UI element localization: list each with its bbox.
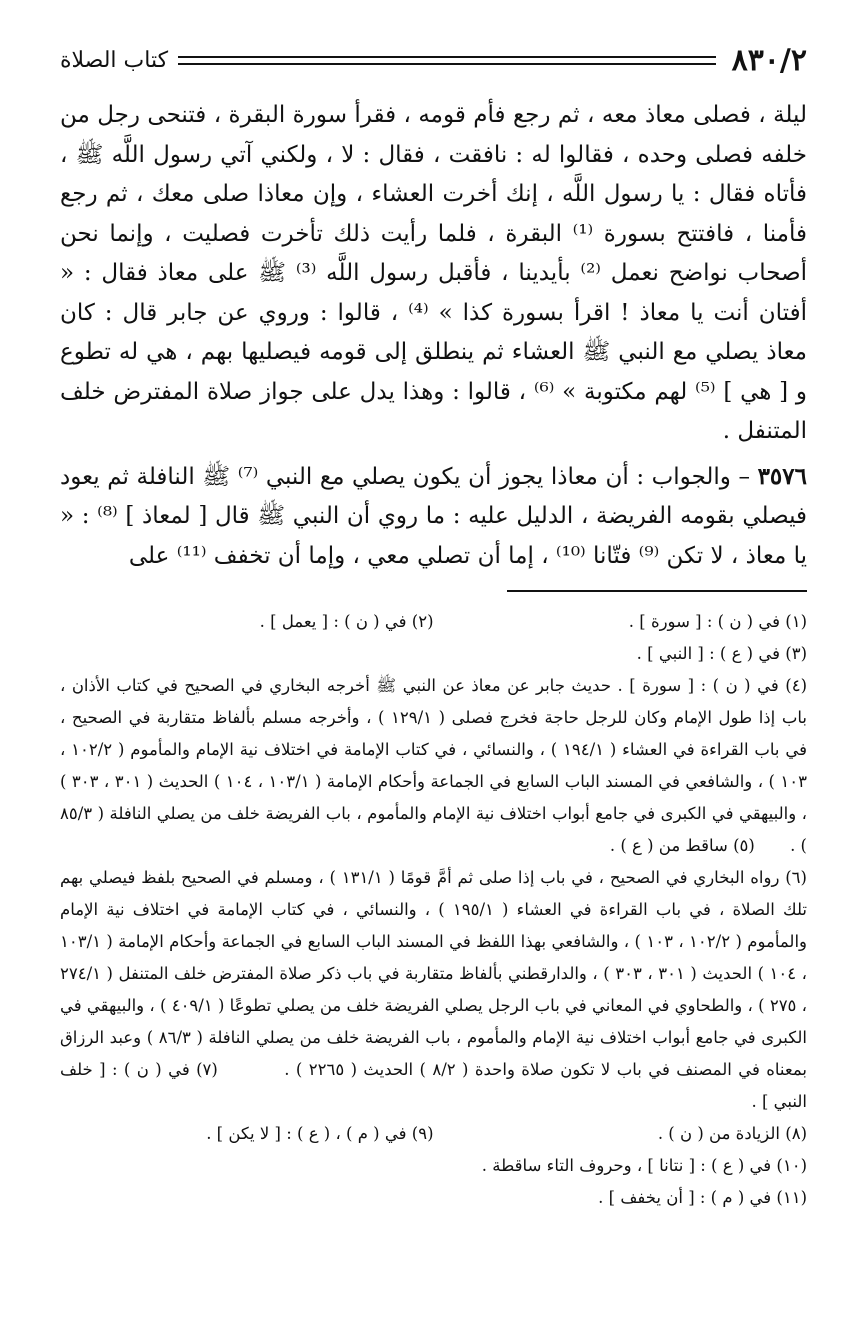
page-number: ٨٣٠/٢ [731,42,807,78]
footnote-8: (٨) الزيادة من ( ن ) . [657,1124,807,1143]
footnote-4-wrap [60,670,807,862]
footnote-separator [507,590,807,592]
footnote-1: (١) في ( ن ) : [ سورة ] . [628,612,807,631]
main-text [60,96,807,576]
footnotes [60,606,807,1214]
footnote-5: (٥) ساقط من ( ع ) . [609,836,755,855]
footnote-2: (٢) في ( ن ) : [ يعمل ] . [259,612,434,631]
main-paragraph-2 [60,457,807,577]
footnote-11: (١١) في ( م ) : [ أن يخفف ] . [598,1188,807,1207]
header-double-rule [178,56,716,65]
footnote-10: (١٠) في ( ع ) : [ نتانا ] ، وحروف التاء ساقطة . [481,1156,807,1175]
footnote-row [60,606,807,638]
page [60,40,807,1322]
page-header [60,40,807,80]
footnote-9: (٩) في ( م ) ، ( ع ) : [ لا يكن ] . [206,1124,434,1143]
footnote-6-wrap [60,862,807,1118]
main-paragraph-1: ليلة ، فصلى معاذ معه ، ثم رجع فأم قومه ، فقرأ سورة البقرة ، فتنحى رجل من خلفه فصلى وحده ، فقالوا له : نافقت ، فقال : لا ، ولكني آتي رسول اللَّه ﷺ ، فأتاه فقال : يا رسول اللَّه ، إنك أخرت العشاء ، وإن معاذا صلى معك ، ثم رجع فأمنا ، فافتتح بسورة ⁽¹⁾ البقرة ، فلما رأيت ذلك تأخرت فصليت ، وإنما نحن أصحاب نواضح نعمل ⁽²⁾ بأيدينا ، فأقبل رسول اللَّه ⁽³⁾ ﷺ على معاذ فقال : « أفتان أنت يا معاذ ! اقرأ بسورة كذا » ⁽⁴⁾ ، قالوا : وروي عن جابر قال : كان معاذ يصلي مع النبي ﷺ العشاء ثم ينطلق إلى قومه فيصليها بهم ، هي له تطوع و [ هي ] ⁽⁵⁾ لهم مكتوبة » ⁽⁶⁾ ، قالوا : وهذا يدل على جواز صلاة المفترض خلف المتنفل . [60,102,808,444]
main-paragraph-2-text: – والجواب : أن معاذا يجوز أن يكون يصلي مع النبي ⁽⁷⁾ ﷺ النافلة ثم يعود فيصلي بقومه الفريضة ، الدليل عليه : ما روي أن النبي ﷺ قال [ لمعاذ ] ⁽⁸⁾ : « يا معاذ ، لا تكن ⁽⁹⁾ فتّانا ⁽¹⁰⁾ ، إما أن تصلي معي ، وإما أن تخفف ⁽¹¹⁾ على [60,463,808,569]
footnote-3: (٣) في ( ع ) : [ النبي ] . [636,644,807,663]
footnote-7: (٧) في ( ن ) : [ خلف النبي ] . [60,1060,807,1111]
footnote-6: (٦) رواه البخاري في الصحيح ، في باب إذا صلى ثم أمَّ قومًا ( ١٣١/١ ) ، ومسلم في الصحيح بلفظ فيصلي بهم تلك الصلاة ، في باب القراءة في العشاء ( ١٩٥/١ ) ، والنسائي ، في كتاب الإمامة في اختلاف نية الإمام والمأموم ( ١٠٢/٢ ، ١٠٣ ) ، والشافعي بهذا اللفظ في المسند الباب السابع في الجماعة وأحكام الإمامة ( ١٠٣/١ ، ١٠٤ ) الحديث ( ٣٠١ ، ٣٠٣ ) ، والدارقطني بألفاظ متقاربة في باب ذكر صلاة المفترض خلف المتنفل ( ٢٧٤/١ ، ٢٧٥ ) ، والطحاوي في المعاني في باب الرجل يصلي الفريضة خلف من يصلي تطوعًا ( ٤٠٩/١ ) ، والبيهقي في الكبرى في جامع أبواب اختلاف نية الإمام والمأموم ، باب الفريضة خلف من يصلي النافلة ( ٨٦/٣ ) وعبد الرزاق بمعناه في المصنف في باب لا تكون صلاة واحدة ( ٨/٢ ) الحديث ( ٢٢٦٥ ) . [60,868,808,1079]
book-title: كتاب الصلاة [60,47,169,73]
footnote-row [60,1118,807,1150]
issue-number: ٣٥٧٦ [757,462,807,490]
footnote-4: (٤) في ( ن ) : [ سورة ] . حديث جابر عن معاذ عن النبي ﷺ أخرجه البخاري في الصحيح في كتاب الأذان ، باب إذا طول الإمام وكان للرجل حاجة فخرج فصلى ( ١٢٩/١ ) ، وأخرجه مسلم بألفاظ متقاربة في الصحيح ، في باب القراءة في العشاء ( ١٩٤/١ ) ، والنسائي ، في كتاب الإمامة في اختلاف نية الإمام والمأموم ( ١٠٢/٢ ، ١٠٣ ) ، والشافعي في المسند الباب السابع في الجماعة وأحكام الإمامة ( ١٠٣/١ ، ١٠٤ ) الحديث ( ٣٠١ ، ٣٠٣ ) ، والبيهقي في الكبرى في جامع أبواب اختلاف نية الإمام والمأموم ، باب الفريضة خلف من يصلي النافلة ( ٨٥/٣ ) . [60,676,807,855]
